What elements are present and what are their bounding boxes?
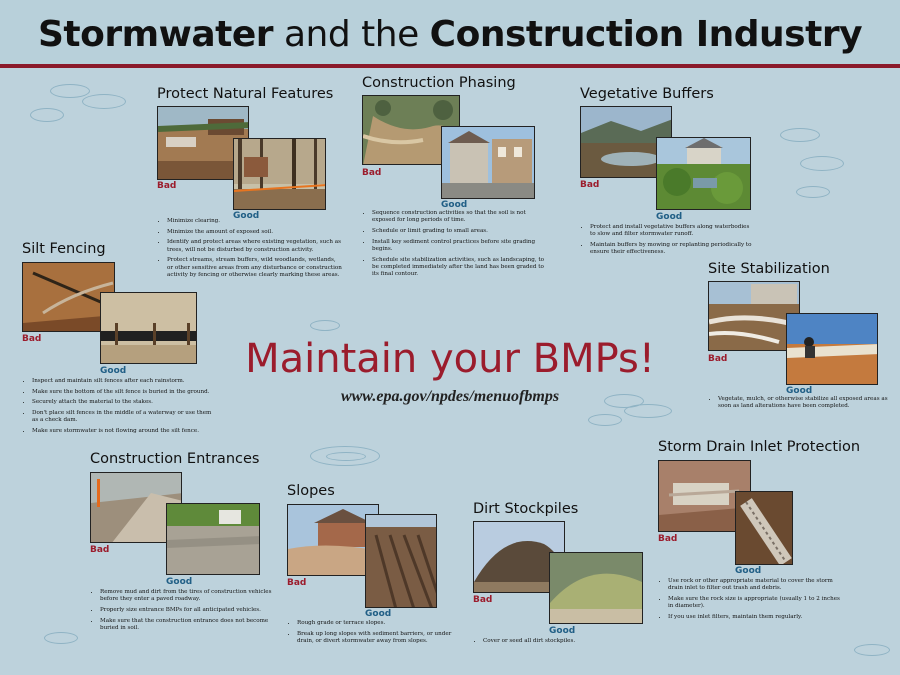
section-title-storm-drain-inlet-protection: Storm Drain Inlet Protection [658, 439, 861, 455]
bad-label: Bad [580, 180, 600, 190]
slogan-maintain-bmps: Maintain your BMPs! [245, 336, 655, 382]
photo-good-inlet [735, 491, 793, 565]
ripple-icon [50, 84, 90, 98]
ripple-icon [44, 632, 78, 644]
good-label: Good [786, 386, 813, 396]
bullet-list-phasing [362, 210, 544, 282]
list-item: • Rough grade or terrace slopes. [297, 620, 462, 627]
section-title-protect-natural-features: Protect Natural Features [157, 86, 334, 102]
ripple-icon [796, 186, 830, 198]
list-item: • Break up long slopes with sediment barriers, or under drain, or divert stormwater away from slopes. [297, 631, 462, 645]
bullet-list-vegetative [580, 224, 755, 260]
header-divider [0, 64, 900, 68]
good-label: Good [233, 211, 260, 221]
ripple-icon [326, 452, 366, 461]
bullet-list-stabilization [708, 396, 888, 414]
list-item: • Schedule or limit grading to small areas. [372, 228, 544, 235]
website-url: www.epa.gov/npdes/menuofbmps [340, 388, 560, 405]
bad-label: Bad [287, 578, 307, 588]
photo-good-protect [233, 138, 326, 210]
bad-label: Bad [362, 168, 382, 178]
list-item: • Protect and install vegetative buffers along waterbodies to slow and filter stormwater runoff. [590, 224, 755, 238]
photo-good-vegetative [656, 137, 751, 210]
list-item: • Identify and protect areas where existing vegetation, such as trees, will not be disturbed by construction activity. [167, 239, 342, 253]
photo-good-stockpiles [549, 552, 643, 624]
section-title-construction-entrances: Construction Entrances [90, 451, 260, 467]
list-item: • Remove mud and dirt from the tires of construction vehicles before they enter a paved roadway. [100, 589, 275, 603]
bad-label: Bad [473, 595, 493, 605]
good-label: Good [100, 366, 127, 376]
poster-title: Stormwater and the Construction Industry [37, 14, 863, 55]
list-item: • Make sure that the construction entrance does not become buried in soil. [100, 618, 275, 632]
section-title-slopes: Slopes [287, 483, 335, 499]
list-item: • Use rock or other appropriate material to cover the storm drain inlet to filter out trash and debris. [668, 578, 843, 592]
list-item: • Vegetate, mulch, or otherwise stabilize all exposed areas as soon as land alterations have been completed. [718, 396, 888, 410]
list-item: • Properly size entrance BMPs for all anticipated vehicles. [100, 607, 275, 614]
list-item: • Make sure stormwater is not flowing around the silt fence. [32, 428, 217, 435]
bad-label: Bad [90, 545, 110, 555]
section-title-dirt-stockpiles: Dirt Stockpiles [473, 501, 579, 517]
good-label: Good [441, 200, 468, 210]
list-item: • Securely attach the material to the stakes. [32, 399, 217, 406]
list-item: • Protect streams, stream buffers, wild woodlands, wetlands, or other sensitive areas from any disturbance or construction activity by fencing or otherwise clearly marking these areas. [167, 257, 342, 279]
list-item: • Inspect and maintain silt fences after each rainstorm. [32, 378, 217, 385]
ripple-icon [800, 156, 844, 171]
good-label: Good [166, 577, 193, 587]
list-item: • Minimize the amount of exposed soil. [167, 229, 342, 236]
ripple-icon [624, 404, 672, 418]
section-title-vegetative-buffers: Vegetative Buffers [580, 86, 714, 102]
list-item: • Schedule site stabilization activities, such as landscaping, to be completed immediately after the land has been graded to its final contour. [372, 257, 544, 279]
good-label: Good [365, 609, 392, 619]
photo-good-stabilization [786, 313, 878, 385]
list-item: • If you use inlet filters, maintain them regularly. [668, 614, 843, 621]
list-item: • Maintain buffers by mowing or replanting periodically to ensure their effectiveness. [590, 242, 755, 256]
ripple-icon [30, 108, 64, 122]
list-item: • Make sure the bottom of the silt fence is buried in the ground. [32, 389, 217, 396]
list-item: • Minimize clearing. [167, 218, 342, 225]
list-item: • Cover or seed all dirt stockpiles. [483, 638, 643, 645]
ripple-icon [82, 94, 126, 109]
good-label: Good [549, 626, 576, 636]
bad-label: Bad [22, 334, 42, 344]
section-title-silt-fencing: Silt Fencing [22, 241, 106, 257]
bullet-list-protect [157, 218, 342, 282]
list-item: • Install key sediment control practices before site grading begins. [372, 239, 544, 253]
bullet-list-stockpiles [473, 638, 643, 649]
section-title-site-stabilization: Site Stabilization [708, 261, 830, 277]
section-title-construction-phasing: Construction Phasing [362, 75, 516, 91]
ripple-icon [310, 320, 340, 331]
bullet-list-slopes [287, 620, 462, 649]
bad-label: Bad [708, 354, 728, 364]
photo-good-silt [100, 292, 197, 364]
good-label: Good [656, 212, 683, 222]
bullet-list-silt [22, 378, 217, 439]
list-item: • Sequence construction activities so that the soil is not exposed for long periods of time. [372, 210, 544, 224]
ripple-icon [854, 644, 890, 656]
bad-label: Bad [658, 534, 678, 544]
bad-label: Bad [157, 181, 177, 191]
bullet-list-entrances [90, 589, 275, 636]
good-label: Good [735, 566, 762, 576]
photo-good-entrances [166, 503, 260, 575]
photo-good-slopes [365, 514, 437, 608]
bullet-list-inlet [658, 578, 843, 625]
ripple-icon [780, 128, 820, 142]
list-item: • Don't place silt fences in the middle of a waterway or use them as a check dam. [32, 410, 217, 424]
ripple-icon [588, 414, 622, 426]
list-item: • Make sure the rock size is appropriate (usually 1 to 2 inches in diameter). [668, 596, 843, 610]
photo-good-phasing [441, 126, 535, 199]
